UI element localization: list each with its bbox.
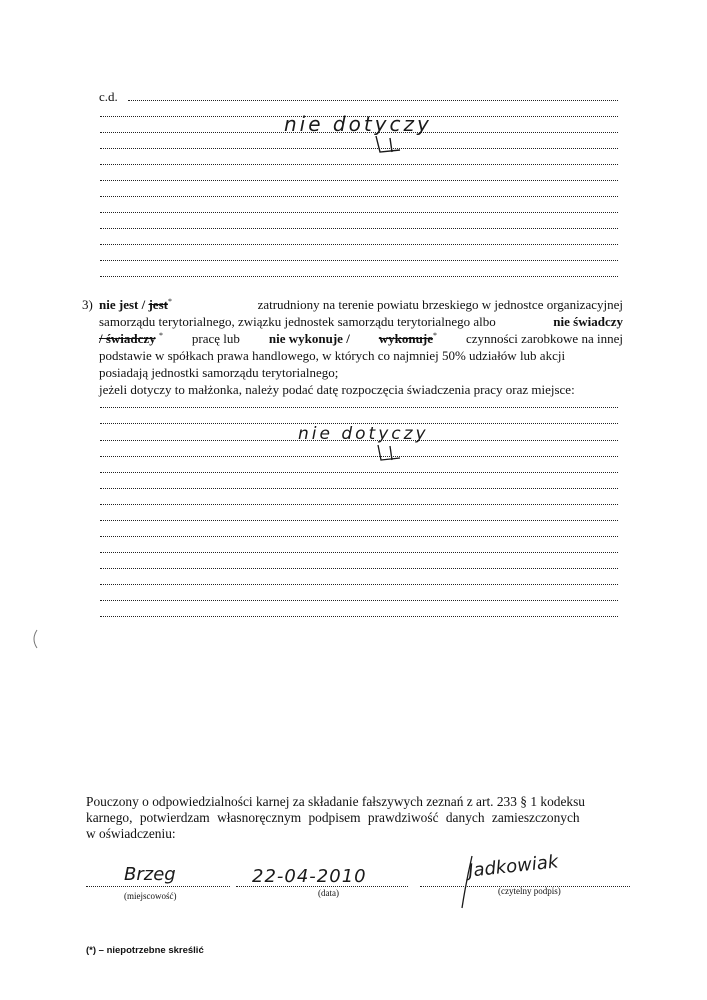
item3-line3-mid: pracę lub	[191, 331, 240, 346]
declaration-line1	[86, 793, 626, 810]
handwritten-mark	[370, 130, 420, 158]
dotted-line	[100, 520, 618, 521]
item3-line1	[99, 296, 623, 313]
place-handwritten: Brzeg	[124, 864, 176, 885]
dotted-line	[100, 180, 618, 181]
declaration-text: Pouczony o odpowiedzialności karnej za składanie fałszywych zeznań z art. 233 § 1 kodeksu	[86, 794, 586, 809]
footnote-star: *	[432, 331, 437, 340]
handwritten-mark	[372, 440, 418, 466]
dotted-line	[100, 260, 618, 261]
item3-line1-text: zatrudniony na terenie powiatu brzeskiego w jednostce organizacyjnej	[257, 297, 623, 312]
dotted-line	[100, 600, 618, 601]
handwritten-note: nie dotyczy	[284, 112, 432, 136]
dotted-line	[100, 164, 618, 165]
scan-artifact	[30, 628, 40, 650]
dotted-line	[100, 196, 618, 197]
dotted-line	[100, 584, 618, 585]
signature-stroke	[456, 852, 476, 912]
item3-line2	[99, 313, 623, 330]
option-nie-wykonuje: nie wykonuje /	[268, 331, 350, 346]
dotted-line	[100, 504, 618, 505]
place-dotted-line	[86, 886, 230, 887]
dotted-line	[100, 488, 618, 489]
dotted-line	[100, 568, 618, 569]
dotted-line	[100, 276, 618, 277]
dotted-line	[100, 148, 618, 149]
item3-line2-text: samorządu terytorialnego, związku jednostek samorządu terytorialnego albo	[99, 314, 496, 329]
place-label: (miejscowość)	[124, 891, 177, 901]
item3-line3	[99, 330, 623, 347]
signature-handwritten: Jadkowiak	[467, 851, 560, 882]
item-number: 3)	[82, 297, 93, 312]
option-nie-jest: nie jest /	[99, 297, 146, 312]
date-handwritten: 22-04-2010	[252, 866, 367, 887]
item3-line6: jeżeli dotyczy to małżonka, należy podać datę rozpoczęcia świadczenia pracy oraz miejsce:	[99, 382, 575, 397]
signature-label: (czytelny podpis)	[498, 886, 561, 896]
cd-label: c.d.	[99, 89, 118, 104]
date-label: (data)	[318, 888, 339, 898]
dotted-line	[100, 228, 618, 229]
footnote: (*) – niepotrzebne skreślić	[86, 945, 204, 956]
dotted-line	[100, 616, 618, 617]
option-jest-struck: jest	[148, 297, 168, 312]
dotted-line	[100, 536, 618, 537]
option-wykonuje-struck: wykonuje	[378, 331, 433, 346]
option-nie-swiadczy: nie świadczy	[553, 314, 623, 329]
handwritten-note: nie dotyczy	[298, 424, 429, 444]
option-swiadczy-struck: / świadczy	[99, 331, 156, 346]
item3-line4: podstawie w spółkach prawa handlowego, w których co najmniej 50% udziałów lub akcji	[99, 348, 566, 363]
declaration-line3: w oświadczeniu:	[86, 826, 176, 841]
item3-line3-rest: czynności zarobkowe na innej	[465, 331, 623, 346]
dotted-line	[100, 456, 618, 457]
dotted-line	[100, 407, 618, 408]
dotted-line	[100, 212, 618, 213]
footnote-star: *	[167, 297, 172, 306]
dotted-line	[100, 472, 618, 473]
footnote-star: *	[158, 331, 163, 340]
dotted-line	[128, 100, 618, 101]
dotted-line	[100, 244, 618, 245]
dotted-line	[100, 552, 618, 553]
item3-line5: posiadają jednostki samorządu terytorialnego;	[99, 365, 339, 380]
declaration-line2: karnego, potwierdzam własnoręcznym podpisem prawdziwość danych zamieszczonych	[86, 810, 580, 825]
